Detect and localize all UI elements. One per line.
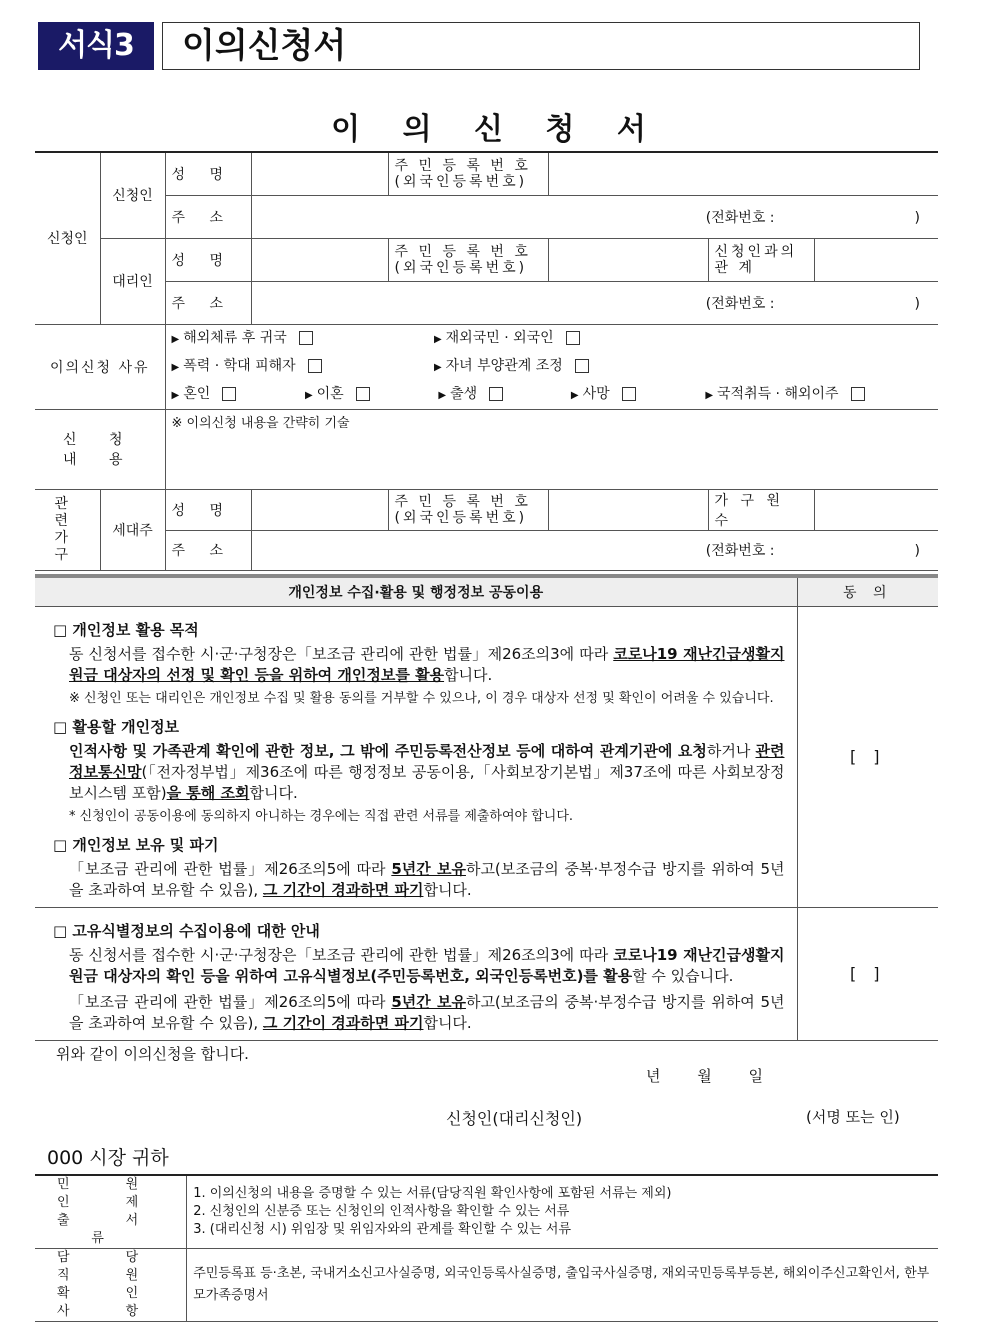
- checkbox-icon[interactable]: [308, 359, 322, 373]
- applicant-sign-label: 신청인(대리신청인): [446, 1109, 583, 1128]
- unique-id-section: [35, 907, 797, 1040]
- agree-checkbox-2[interactable]: [ ]: [797, 907, 938, 1040]
- self-label: 신청인: [100, 152, 165, 238]
- agent-address-label: 주 소: [165, 281, 251, 324]
- reason-option[interactable]: ▶ 폭력 · 학대 피해자: [172, 353, 430, 381]
- agent-rrn-label: 주 민 등 록 번 호 (외국인등록번호): [388, 238, 548, 281]
- agent-name-label: 성 명: [165, 238, 251, 281]
- reason-option[interactable]: ▶ 혼인: [172, 381, 301, 409]
- staff-check-label: 담 당 직 원 확 인 사 항: [35, 1249, 187, 1322]
- relation-field[interactable]: [814, 238, 938, 281]
- agent-name-field[interactable]: [251, 238, 388, 281]
- agree-header: 동 의: [797, 576, 938, 606]
- head-rrn-field[interactable]: [548, 489, 708, 530]
- paragraph: 인적사항 및 가족관계 확인에 관한 정보, 그 밖에 주민등록전산정보 등에 대하여 관계기관에 요청하거나 관련 정보통신망(「전자정부법」제36조에 따른 행정정보 공동이용,「사회보장기본법」제37조에 따른 사회보장정보시스템 포함)을 통해 조회합니다.: [69, 741, 785, 802]
- head-name-label: 성 명: [165, 489, 251, 530]
- rrn-label: 주 민 등 록 번 호 (외국인등록번호): [388, 152, 548, 195]
- reason-options: [165, 324, 938, 409]
- note: * 신청인이 공동이용에 동의하지 아니하는 경우에는 직접 관련 서류를 제출하여야 합니다.: [69, 808, 574, 824]
- document-item: 2. 신청인의 신분증 또는 신청인의 인적사항을 확인할 수 있는 서류: [193, 1204, 570, 1219]
- checkbox-icon[interactable]: [851, 387, 865, 401]
- name-label: 성 명: [165, 152, 251, 195]
- content-field[interactable]: ※ 이의신청 내용을 간략히 기술: [165, 409, 938, 489]
- applicant-group-label: 신청인: [35, 152, 100, 324]
- agree-checkbox-1[interactable]: [ ]: [797, 606, 938, 907]
- rrn-field[interactable]: [548, 152, 938, 195]
- reason-option[interactable]: ▶ 국적취득 · 해외이주: [705, 381, 864, 409]
- address-label: 주 소: [165, 195, 251, 238]
- head-address-label: 주 소: [165, 530, 251, 570]
- documents-list: [187, 1175, 938, 1249]
- checkbox-icon[interactable]: [566, 331, 580, 345]
- address-field[interactable]: (전화번호 : ): [251, 195, 938, 238]
- checkbox-icon[interactable]: [622, 387, 636, 401]
- agent-rrn-field[interactable]: [548, 238, 708, 281]
- reason-option[interactable]: ▶ 이혼: [305, 381, 434, 409]
- consent-header: 개인정보 수집·활용 및 행정정보 공동이용: [35, 576, 797, 606]
- section-title: □ 개인정보 활용 목적: [53, 620, 199, 639]
- consent-table: [35, 574, 938, 1041]
- agent-label: 대리인: [100, 238, 165, 324]
- head-rrn-label: 주 민 등 록 번 호 (외국인등록번호): [388, 489, 548, 530]
- statement: 위와 같이 이의신청을 합니다.: [56, 1045, 249, 1063]
- reason-option[interactable]: ▶ 재외국민 · 외국인: [434, 325, 580, 353]
- paragraph: 동 신청서를 접수한 시·군·구청장은「보조금 관리에 관한 법률」제26조의3에 따라 코로나19 재난긴급생활지원금 대상자의 확인 등을 위하여 고유식별정보(주민등록번호, 외국인등록번호)를 활용할 수 있습니다.: [69, 945, 785, 985]
- staff-check-text: 주민등록표 등·초본, 국내거소신고사실증명, 외국인등록사실증명, 출입국사실증명, 재외국민등록부등본, 해외이주신고확인서, 한부모가족증명서: [187, 1249, 938, 1322]
- checkbox-icon[interactable]: [575, 359, 589, 373]
- documents-label: 민 원 인 제 출 서 류: [35, 1175, 187, 1249]
- checkbox-icon[interactable]: [222, 387, 236, 401]
- members-field[interactable]: [814, 489, 938, 530]
- section-title: □ 활용할 개인정보: [53, 717, 180, 736]
- checkbox-icon[interactable]: [489, 387, 503, 401]
- reason-option[interactable]: ▶ 해외체류 후 귀국: [172, 325, 430, 353]
- reason-option[interactable]: ▶ 자녀 부양관계 조정: [434, 353, 589, 381]
- section-title: □ 고유식별정보의 수집이용에 대한 안내: [53, 921, 320, 940]
- form-title: 이 의 신 청 서: [331, 112, 662, 147]
- reason-label: 이의신청 사유: [35, 324, 165, 409]
- agent-address-field[interactable]: (전화번호 : ): [251, 281, 938, 324]
- head-name-field[interactable]: [251, 489, 388, 530]
- checkbox-icon[interactable]: [299, 331, 313, 345]
- paragraph: 동 신청서를 접수한 시·군·구청장은「보조금 관리에 관한 법률」제26조의3에 따라 코로나19 재난긴급생활지원금 대상자의 선정 및 확인 등을 위하여 개인정보를 활용합니다.: [69, 644, 785, 684]
- section-title: □ 개인정보 보유 및 파기: [53, 835, 219, 854]
- paragraph: 「보조금 관리에 관한 법률」제26조의5에 따라 5년간 보유하고(보조금의 중복·부정수급 방지를 위하여 5년을 초과하여 보유할 수 있음), 그 기간이 경과하면 파기합니다.: [69, 992, 785, 1032]
- household-label: 관 련 가 구: [35, 489, 100, 570]
- household-head-label: 세대주: [100, 489, 165, 570]
- application-table: [35, 151, 938, 571]
- addressee: 000 시장 귀하: [47, 1147, 169, 1169]
- footer-table: [35, 1174, 938, 1322]
- relation-label: 신청인과의 관 계: [708, 238, 814, 281]
- form-number-badge: 서식3: [38, 22, 154, 70]
- reason-option[interactable]: ▶ 출생: [438, 381, 566, 409]
- privacy-section: [35, 606, 797, 907]
- checkbox-icon[interactable]: [356, 387, 370, 401]
- document-item: 1. 이의신청의 내용을 증명할 수 있는 서류(담당직원 확인사항에 포함된 서류는 제외): [193, 1186, 672, 1201]
- name-field[interactable]: [251, 152, 388, 195]
- members-label: 가 구 원 수: [708, 489, 814, 530]
- reason-option[interactable]: ▶ 사망: [571, 381, 701, 409]
- signature-field[interactable]: (서명 또는 인): [806, 1108, 900, 1126]
- head-address-field[interactable]: (전화번호 : ): [251, 530, 938, 570]
- content-label: 신 청 내 용: [35, 409, 165, 489]
- document-item: 3. (대리신청 시) 위임장 및 위임자와의 관계를 확인할 수 있는 서류: [193, 1222, 572, 1237]
- note: ※ 신청인 또는 대리인은 개인정보 수집 및 활용 동의를 거부할 수 있으나, 이 경우 대상자 선정 및 확인이 어려울 수 있습니다.: [69, 690, 774, 706]
- date-field[interactable]: 년 월 일: [646, 1067, 764, 1085]
- paragraph: 「보조금 관리에 관한 법률」제26조의5에 따라 5년간 보유하고(보조금의 중복·부정수급 방지를 위하여 5년을 초과하여 보유할 수 있음), 그 기간이 경과하면 파기합니다.: [69, 859, 785, 899]
- header-title: 이의신청서: [182, 26, 347, 66]
